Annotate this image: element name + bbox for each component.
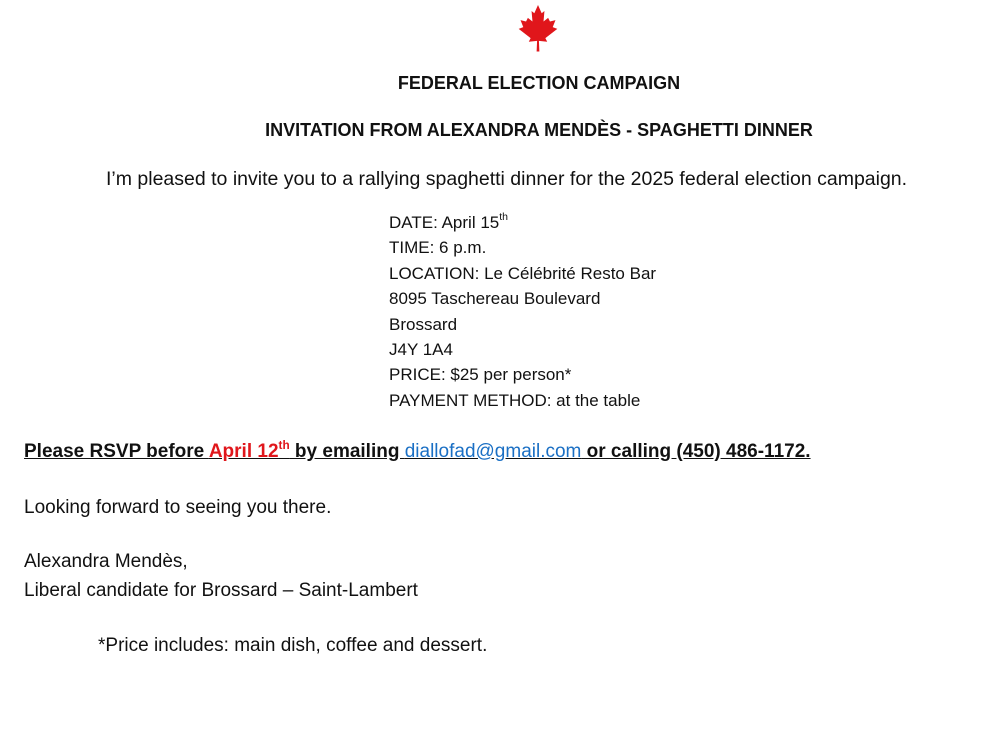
detail-date	[389, 210, 656, 235]
rsvp-deadline-date: April 12	[208, 441, 279, 462]
event-details	[389, 210, 656, 413]
detail-location: LOCATION: Le Célébrité Resto Bar	[389, 263, 657, 283]
rsvp-deadline-suffix: th	[278, 438, 290, 452]
detail-price: PRICE: $25 per person*	[389, 365, 572, 385]
detail-time: TIME: 6 p.m.	[389, 238, 487, 258]
maple-leaf-icon	[515, 4, 561, 52]
detail-payment: PAYMENT METHOD: at the table	[389, 390, 641, 410]
detail-date-text: DATE: April 15	[389, 213, 500, 232]
intro-paragraph: I’m pleased to invite you to a rallying spaghetti dinner for the 2025 federal election campaign.	[106, 168, 908, 190]
rsvp-text-3: or calling (450) 486-1172.	[581, 441, 811, 462]
page-title: FEDERAL ELECTION CAMPAIGN	[397, 73, 681, 93]
closing-line: Looking forward to seeing you there.	[24, 497, 332, 518]
detail-postal: J4Y 1A4	[389, 340, 453, 360]
rsvp-line	[24, 438, 811, 463]
page-subtitle: INVITATION FROM ALEXANDRA MENDÈS - SPAGHETTI DINNER	[265, 120, 813, 140]
price-footnote: *Price includes: main dish, coffee and dessert.	[98, 635, 488, 656]
signature-name: Alexandra Mendès,	[24, 551, 188, 572]
rsvp-text-2: by emailing	[289, 441, 405, 462]
rsvp-deadline	[208, 438, 290, 462]
rsvp-text-1: Please RSVP before	[24, 441, 209, 462]
detail-street: 8095 Taschereau Boulevard	[389, 289, 601, 309]
detail-date-suffix: th	[499, 211, 509, 224]
rsvp-email-link[interactable]: diallofad@gmail.com	[404, 441, 582, 462]
detail-city: Brossard	[389, 314, 458, 334]
signature-title: Liberal candidate for Brossard – Saint-Lambert	[24, 580, 418, 601]
